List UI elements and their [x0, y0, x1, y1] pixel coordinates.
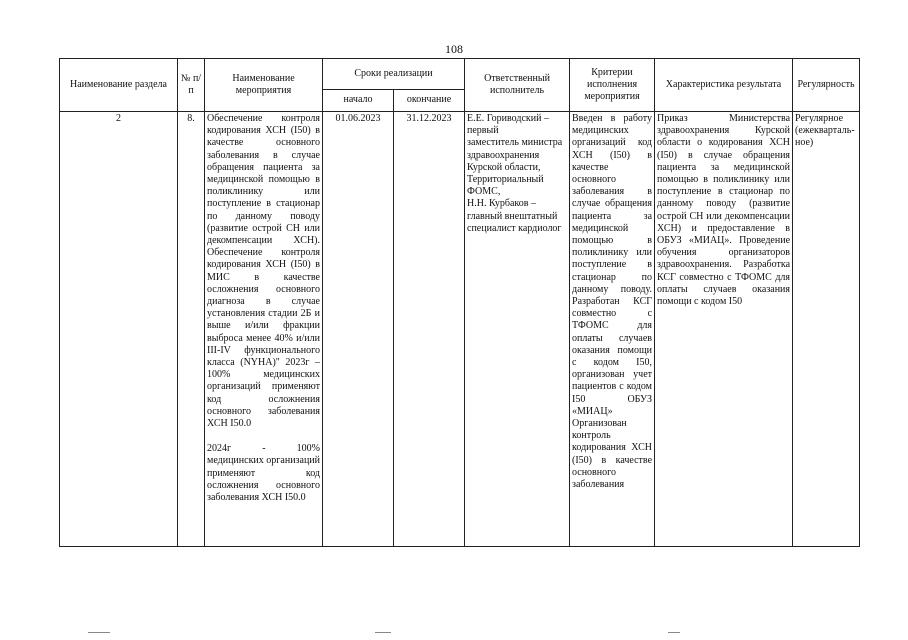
- responsible-line: главный внештатный: [467, 210, 558, 222]
- header-criteria: Критерии исполнения мероприятия: [570, 59, 655, 112]
- cell-end-date: 31.12.2023: [394, 112, 465, 547]
- responsible-line: специалист кардиолог: [467, 222, 562, 234]
- header-row: [60, 59, 860, 90]
- cell-section: 2: [60, 112, 178, 547]
- page-number: 108: [445, 42, 463, 56]
- responsible-line: ФОМС,: [467, 186, 501, 198]
- header-responsible: Ответственный исполнитель: [465, 59, 570, 112]
- event-text-2023: Обеспечение контроля кодирования ХСН (I50) в качестве основного заболевания в случае обращения пациента за медицинской помощью в поликлинику или поступление в стационар по данному поводу (развитие острой СН или декомпенсации ХСН). Обеспечение контроля кодирования ХСН (I50) в МИС в качестве осложнения основного диагноза в случае установления стадии 2Б и выше и/или фракции выброса менее 40% и/или III-IV функционального класса (NYHA)" 2023г – 100% медицинских организаций применяют код осложнения основного заболевания ХСН I50.0: [207, 113, 320, 430]
- table-row: [60, 112, 860, 547]
- header-result: Характеристика результата: [655, 59, 793, 112]
- cell-responsible: [465, 112, 570, 547]
- scan-mark: [668, 632, 680, 633]
- cell-number: 8.: [178, 112, 205, 547]
- responsible-line: первый: [467, 125, 499, 137]
- header-section-name: Наименование раздела: [60, 59, 178, 112]
- scan-mark: [375, 632, 391, 633]
- scan-mark: [88, 632, 110, 633]
- cell-regularity: Регулярное (ежекварталь-ное): [793, 112, 860, 547]
- responsible-line: Е.Е. Гориводский –: [467, 113, 549, 124]
- events-table: [59, 58, 860, 547]
- cell-result: Приказ Министерства здравоохранения Курской области о кодирования ХСН (I50) в случае обращения пациента за медицинской помощью в поликлинику или поступление в стационар по данному поводу (развитие острой СН или декомпенсации ХСН) и предоставление в ОБУЗ «МИАЦ». Проведение обучения организаторов здравоохранения. Разработка КСГ совместно с ТФОМС для оплаты случаев оказания помощи с кодом I50: [655, 112, 793, 547]
- header-period: Сроки реализации: [323, 59, 465, 90]
- cell-event: [205, 112, 323, 547]
- header-event-name: Наименование мероприятия: [205, 59, 323, 112]
- cell-start-date: 01.06.2023: [323, 112, 394, 547]
- responsible-line: Курской области,: [467, 161, 541, 173]
- cell-criteria: Введен в работу медицинских организаций код ХСН (I50) в качестве основного заболевания в случае обращения пациента за медицинской помощью в поликлинику или поступление в стационар по данному поводу. Разработан КСГ совместно с ТФОМС для оплаты случаев оказания помощи с кодом I50, организован учет пациентов с кодом I50 ОБУЗ «МИАЦ» Организован контроль кодирования ХСН (I50) в качестве основного заболевания: [570, 112, 655, 547]
- header-number: № п/п: [178, 59, 205, 112]
- responsible-line: Территориальный: [467, 174, 544, 186]
- responsible-line: здравоохранения: [467, 149, 540, 161]
- responsible-line: Н.Н. Курбаков –: [467, 198, 536, 210]
- header-end: окончание: [394, 90, 465, 112]
- responsible-line: заместитель министра: [467, 137, 563, 149]
- header-regularity: Регулярность: [793, 59, 860, 112]
- header-start: начало: [323, 90, 394, 112]
- event-text-2024: 2024г - 100% медицинских организаций применяют код осложнения основного заболевания ХСН I50.0: [207, 443, 320, 504]
